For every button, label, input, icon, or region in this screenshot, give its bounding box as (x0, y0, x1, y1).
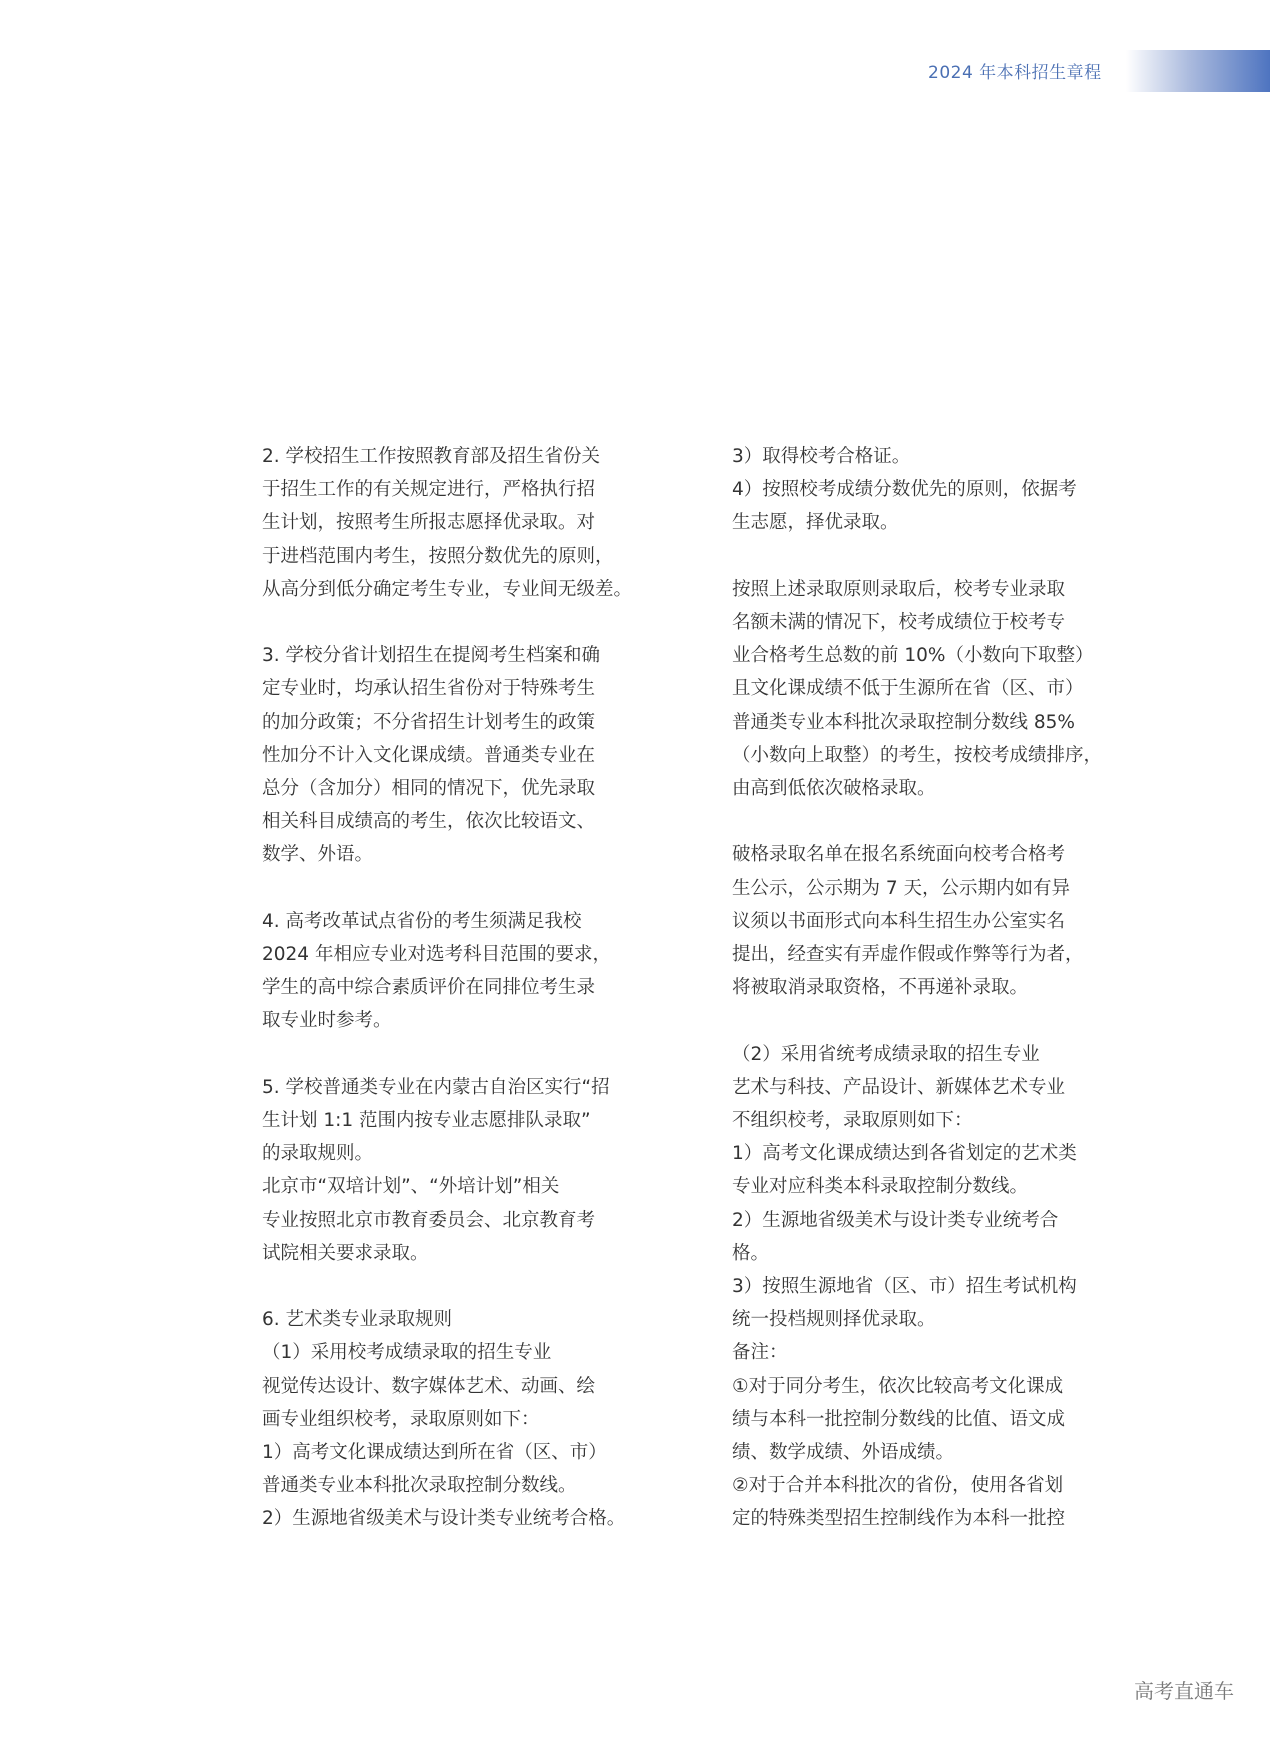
text-line: ②对于合并本科批次的省份，使用各省划 (732, 1475, 1064, 1497)
paragraph-gap (732, 805, 1097, 838)
text-line: 4. 高考改革试点省份的考生须满足我校 (262, 910, 582, 932)
paragraph-gap (262, 1038, 627, 1071)
text-line: 定专业时，均承认招生省份对于特殊考生 (262, 678, 596, 700)
text-line: 的录取规则。 (262, 1143, 374, 1165)
paragraph (262, 440, 633, 606)
text-line: 生公示，公示期为 7 天，公示期内如有异 (732, 877, 1071, 899)
right-column (732, 440, 1103, 1536)
paragraph (732, 573, 1103, 805)
text-line: 破格录取名单在报名系统面向校考合格考 (732, 844, 1066, 866)
text-line: 1）高考文化课成绩达到各省划定的艺术类 (732, 1143, 1077, 1165)
text-line: 5. 学校普通类专业在内蒙古自治区实行“招 (262, 1076, 610, 1098)
text-line: （2）采用省统考成绩录取的招生专业 (732, 1043, 1040, 1065)
text-line: （1）采用校考成绩录取的招生专业 (262, 1342, 552, 1364)
text-line: 总分（含加分）相同的情况下，优先录取 (262, 778, 596, 800)
text-line: 提出，经查实有弄虚作假或作弊等行为者， (732, 944, 1084, 966)
text-line: 名额未满的情况下，校考成绩位于校考专 (732, 612, 1066, 633)
paragraph-gap (262, 606, 627, 639)
text-line: 绩与本科一批控制分数线的比值、语文成 (732, 1408, 1066, 1430)
paragraph-gap (262, 1270, 627, 1303)
text-line: 不组织校考，录取原则如下： (732, 1110, 973, 1132)
left-column (262, 440, 633, 1536)
text-line: 统一投档规则择优录取。 (732, 1309, 936, 1331)
text-line: 3）取得校考合格证。 (732, 446, 911, 467)
text-line: 2024 年相应专业对选考科目范围的要求， (262, 944, 611, 966)
text-line: 按照上述录取原则录取后，校考专业录取 (732, 578, 1066, 600)
text-line: 取专业时参考。 (262, 1010, 392, 1032)
text-line: 将被取消录取资格，不再递补录取。 (732, 977, 1029, 999)
text-line: 相关科目成绩高的考生，依次比较语文、 (262, 811, 596, 833)
paragraph (732, 440, 1097, 540)
text-line: 绩、数学成绩、外语成绩。 (732, 1442, 955, 1464)
text-line: 普通类专业本科批次录取控制分数线。 (262, 1475, 577, 1497)
paragraph (262, 905, 627, 1038)
text-line: 试院相关要求录取。 (262, 1242, 429, 1264)
text-line: 专业对应科类本科录取控制分数线。 (732, 1176, 1029, 1198)
paragraph (732, 838, 1097, 1004)
text-line: 2）生源地省级美术与设计类专业统考合格。 (262, 1508, 626, 1530)
text-line: 且文化课成绩不低于生源所在省（区、市） (732, 678, 1084, 700)
text-line: 生志愿，择优录取。 (732, 512, 899, 534)
text-line: 6. 艺术类专业录取规则 (262, 1309, 453, 1331)
text-line: 普通类专业本科批次录取控制分数线 85% (732, 711, 1076, 733)
text-line: 学生的高中综合素质评价在同排位考生录 (262, 977, 596, 999)
paragraph-gap (732, 1004, 1097, 1037)
text-line: 画专业组织校考，录取原则如下： (262, 1408, 540, 1430)
text-line: 2）生源地省级美术与设计类专业统考合 (732, 1209, 1059, 1231)
text-line: 备注： (732, 1342, 788, 1364)
paragraph (732, 1038, 1097, 1536)
text-line: 生计划，按照考生所报志愿择优录取。对 (262, 512, 596, 534)
paragraph-gap (732, 540, 1097, 573)
paragraph-gap (262, 872, 627, 905)
text-line: 数学、外语。 (262, 844, 374, 866)
text-line: 3）按照生源地省（区、市）招生考试机构 (732, 1276, 1077, 1298)
header-gradient-bar (1126, 50, 1270, 92)
document-header-title: 2024 年本科招生章程 (928, 63, 1102, 83)
text-line: 从高分到低分确定考生专业，专业间无级差。 (262, 578, 633, 600)
text-line: 的加分政策；不分省招生计划考生的政策 (262, 711, 596, 733)
text-line: 格。 (732, 1242, 770, 1264)
text-line: 议须以书面形式向本科生招生办公室实名 (732, 910, 1066, 932)
text-line: 性加分不计入文化课成绩。普通类专业在 (262, 744, 596, 766)
text-line: 于招生工作的有关规定进行，严格执行招 (262, 479, 596, 501)
text-line: 定的特殊类型招生控制线作为本科一批控 (732, 1508, 1066, 1530)
paragraph (262, 1303, 627, 1535)
text-line: 4）按照校考成绩分数优先的原则，依据考 (732, 479, 1077, 501)
text-line: 视觉传达设计、数字媒体艺术、动画、绘 (262, 1375, 596, 1397)
text-line: 专业按照北京市教育委员会、北京教育考 (262, 1209, 596, 1231)
text-line: 北京市“双培计划”、“外培计划”相关 (262, 1176, 560, 1198)
text-line: 生计划 1:1 范围内按专业志愿排队录取” (262, 1110, 591, 1132)
text-line: 业合格考生总数的前 10%（小数向下取整） (732, 645, 1094, 667)
text-line: （小数向上取整）的考生，按校考成绩排序， (732, 744, 1103, 766)
text-line: 1）高考文化课成绩达到所在省（区、市） (262, 1442, 607, 1464)
text-line: 由高到低依次破格录取。 (732, 778, 936, 800)
text-line: 于进档范围内考生，按照分数优先的原则， (262, 545, 614, 567)
text-line: 2. 学校招生工作按照教育部及招生省份关 (262, 446, 601, 467)
text-line: 艺术与科技、产品设计、新媒体艺术专业 (732, 1076, 1066, 1098)
paragraph (262, 639, 627, 871)
footer-watermark: 高考直通车 (1134, 1679, 1234, 1703)
paragraph (262, 1071, 627, 1270)
text-line: 3. 学校分省计划招生在提阅考生档案和确 (262, 645, 601, 667)
text-line: ①对于同分考生，依次比较高考文化课成 (732, 1375, 1064, 1397)
